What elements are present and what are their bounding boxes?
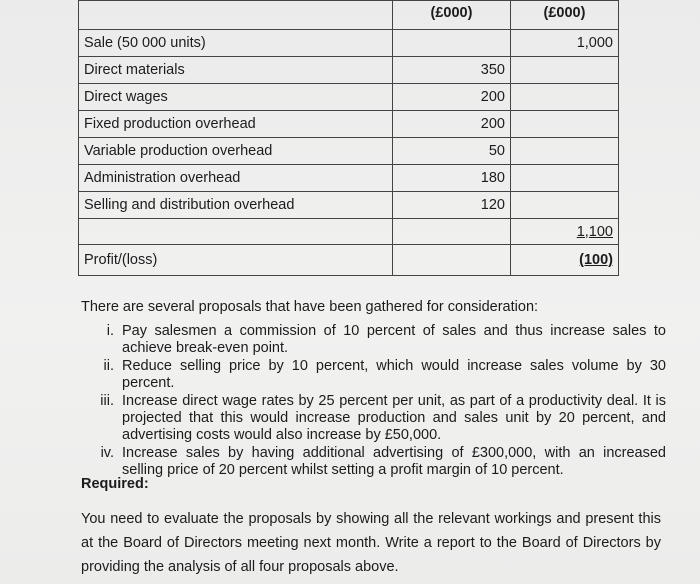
row-label: Direct wages	[79, 84, 393, 111]
proposals-intro: There are several proposals that have been gathered for consideration:	[81, 299, 539, 315]
header-cell-col2: (£000)	[511, 1, 619, 30]
list-text: Pay salesmen a commission of 10 percent of sales and thus increase sales to achieve break-even point.	[122, 323, 666, 356]
row-value-col1: 120	[393, 192, 511, 219]
total-row-label	[79, 219, 393, 245]
row-value-col1: 200	[393, 111, 511, 138]
row-label: Fixed production overhead	[79, 111, 393, 138]
table-row	[79, 192, 619, 219]
income-statement-table	[78, 0, 619, 276]
list-text: Reduce selling price by 10 percent, which would increase sales volume by 30 percent.	[122, 358, 666, 391]
required-paragraph: You need to evaluate the proposals by showing all the relevant workings and present this at the Board of Directors meeting next month. Write a report to the Board of Directors by providing the analysis of all four proposals above.	[81, 511, 661, 575]
table-row	[79, 57, 619, 84]
list-text: Increase sales by having additional advertising of £300,000, with an increased selling price of 20 percent whilst setting a profit margin of 10 percent.	[122, 445, 666, 478]
header-cell-col1: (£000)	[393, 1, 511, 30]
row-value-col1: 350	[393, 57, 511, 84]
row-label: Selling and distribution overhead	[79, 192, 393, 219]
profit-value: (100)	[511, 245, 619, 276]
profit-col1	[393, 245, 511, 276]
row-value-col2	[511, 192, 619, 219]
row-value-col2	[511, 111, 619, 138]
row-label: Sale (50 000 units)	[79, 30, 393, 57]
proposals-list	[86, 323, 666, 480]
list-marker: iii.	[100, 393, 114, 409]
table-row	[79, 111, 619, 138]
table-row	[79, 138, 619, 165]
row-value-col1	[393, 30, 511, 57]
total-row-col1	[393, 219, 511, 245]
table-row	[79, 165, 619, 192]
row-label: Direct materials	[79, 57, 393, 84]
row-value-col2	[511, 138, 619, 165]
row-label: Administration overhead	[79, 165, 393, 192]
row-value-col2: 1,000	[511, 30, 619, 57]
list-item	[86, 393, 666, 444]
table-row	[79, 30, 619, 57]
table-header-row	[79, 1, 619, 30]
list-item	[86, 445, 666, 479]
row-value-col2	[511, 57, 619, 84]
profit-row	[79, 245, 619, 276]
total-costs-value: 1,100	[511, 219, 619, 245]
list-marker: i.	[106, 323, 114, 339]
header-cell-label	[79, 1, 393, 30]
table-row	[79, 84, 619, 111]
row-value-col1: 50	[393, 138, 511, 165]
list-item	[86, 358, 666, 392]
list-marker: iv.	[100, 445, 114, 461]
list-marker: ii.	[103, 358, 114, 374]
row-value-col1: 180	[393, 165, 511, 192]
required-heading: Required:	[81, 476, 149, 492]
profit-label: Profit/(loss)	[79, 245, 393, 276]
row-value-col1: 200	[393, 84, 511, 111]
list-text: Increase direct wage rates by 25 percent per unit, as part of a productivity deal. It is projected that this would increase production and sales unit by 20 percent, and advertising costs would also increase by £50,000.	[122, 393, 666, 443]
row-label: Variable production overhead	[79, 138, 393, 165]
total-row	[79, 219, 619, 245]
row-value-col2	[511, 165, 619, 192]
row-value-col2	[511, 84, 619, 111]
list-item	[86, 323, 666, 357]
